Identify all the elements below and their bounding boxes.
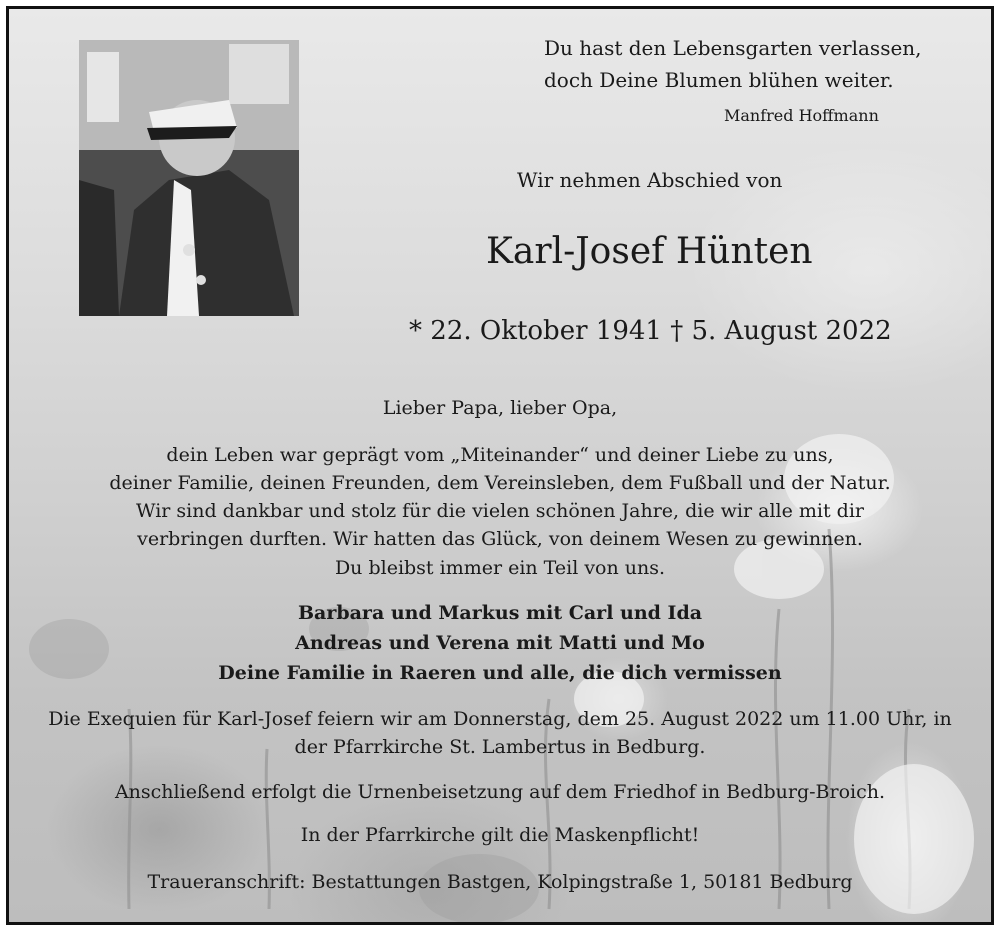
deceased-name: Karl-Josef Hünten <box>486 231 813 272</box>
farewell-intro: Wir nehmen Abschied von <box>517 168 783 192</box>
signature-line: Deine Familie in Raeren und alle, die dich vermissen <box>218 662 782 684</box>
salutation: Lieber Papa, lieber Opa, <box>382 397 618 419</box>
exequien-line: Die Exequien für Karl-Josef feiern wir am Donnerstag, dem 25. August 2022 um 11.00 Uhr, in <box>48 708 952 730</box>
message-line: Wir sind dankbar und stolz für die vielen schönen Jahre, die wir alle mit dir <box>136 500 864 522</box>
quote-line-2: doch Deine Blumen blühen weiter. <box>544 68 894 92</box>
life-dates: * 22. Oktober 1941 † 5. August 2022 <box>409 316 892 346</box>
mask-notice: In der Pfarrkirche gilt die Maskenpflicht! <box>300 824 700 846</box>
quote-author: Manfred Hoffmann <box>724 106 879 125</box>
message-line: Du bleibst immer ein Teil von uns. <box>334 557 666 579</box>
obituary-card <box>6 6 994 925</box>
portrait-photo <box>79 40 299 316</box>
message-line: deiner Familie, deinen Freunden, dem Vereinsleben, dem Fußball und der Natur. <box>109 472 891 494</box>
exequien-line: der Pfarrkirche St. Lambertus in Bedburg. <box>294 736 706 758</box>
signature-line: Barbara und Markus mit Carl und Ida <box>297 602 703 624</box>
signature-line: Andreas und Verena mit Matti und Mo <box>295 632 705 654</box>
mourning-address: Traueranschrift: Bestattungen Bastgen, Kolpingstraße 1, 50181 Bedburg <box>147 871 853 893</box>
quote-line-1: Du hast den Lebensgarten verlassen, <box>544 36 922 60</box>
message-line: dein Leben war geprägt vom „Miteinander“ und deiner Liebe zu uns, <box>166 444 834 466</box>
burial-notice: Anschließend erfolgt die Urnenbeisetzung auf dem Friedhof in Bedburg-Broich. <box>114 781 886 803</box>
message-line: verbringen durften. Wir hatten das Glück, von deinem Wesen zu gewinnen. <box>137 528 863 550</box>
